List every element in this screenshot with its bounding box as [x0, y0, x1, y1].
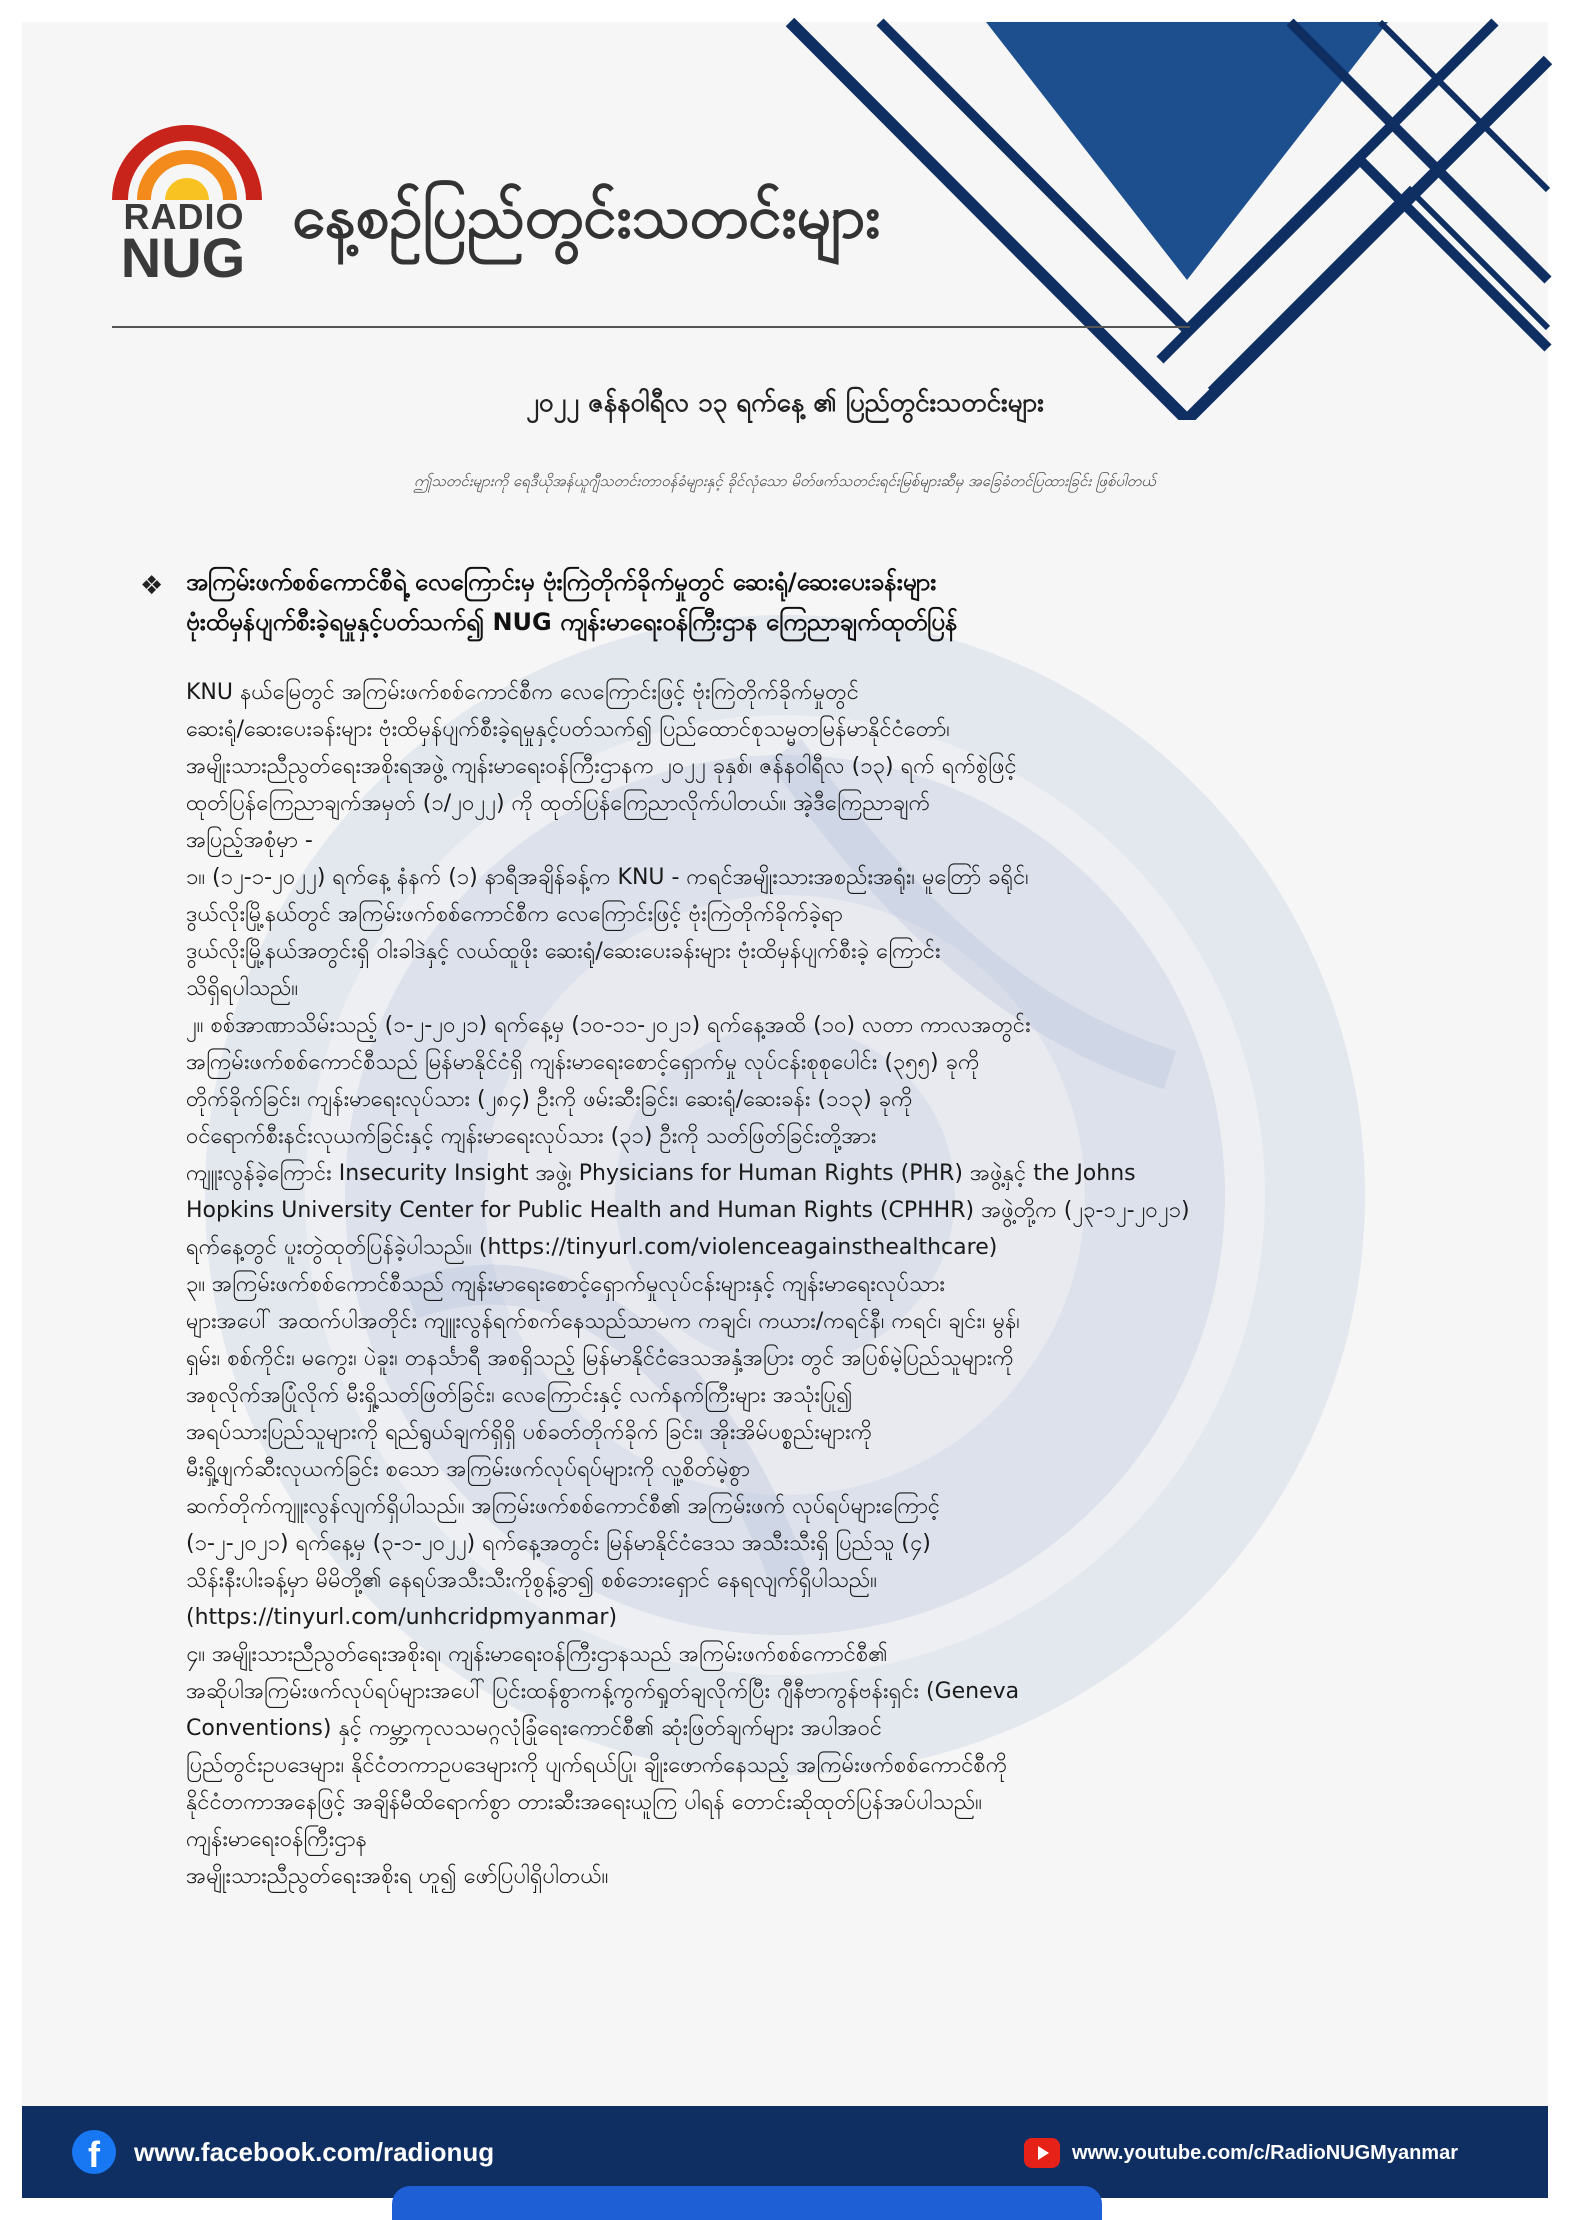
headline-line: ဗုံးထိမှန်ပျက်စီးခဲ့ရမှုနှင့်ပတ်သက်၍ NUG ကျန်းမာရေးဝန်ကြီးဌာန ကြေညာချက်ထုတ်ပြန် — [186, 608, 958, 636]
page-title: နေ့စဉ်ပြည်တွင်းသတင်းများ — [292, 182, 881, 252]
footer-tab-accent — [392, 2186, 1102, 2220]
body-line: တိုက်ခိုက်ခြင်း၊ ကျန်းမာရေးလုပ်သား (၂၈၄) ဦးကို ဖမ်းဆီးခြင်း၊ ဆေးရုံ/ဆေးခန်း (၁၁၃) ခုကို — [186, 1087, 913, 1112]
body-line: ဆေးရုံ/ဆေးပေးခန်းများ ဗုံးထိမှန်ပျက်စီးခဲ့ရမှုနှင့်ပတ်သက်၍ ပြည်ထောင်စုသမ္မတမြန်မာနိုင်ငံတော်၊ — [186, 717, 950, 742]
body-line: ၃။ အကြမ်းဖက်စစ်ကောင်စီသည် ကျန်းမာရေးစောင့်ရှောက်မှုလုပ်ငန်းများနှင့် ကျန်းမာရေးလုပ်သား — [186, 1272, 945, 1297]
header-divider — [112, 326, 1190, 328]
headline-line: အကြမ်းဖက်စစ်ကောင်စီရဲ့ လေကြောင်းမှ ဗုံးကြဲတိုက်ခိုက်မှုတွင် ဆေးရုံ/ဆေးပေးခန်းများ — [186, 568, 937, 596]
facebook-icon[interactable]: f — [72, 2130, 116, 2174]
body-line: များအပေါ် အထက်ပါအတိုင်း ကျူးလွန်ရက်စက်နေသည်သာမက ကချင်၊ ကယား/ကရင်နီ၊ ကရင်၊ ချင်း၊ မွန်၊ — [186, 1309, 1020, 1334]
body-line: သိန်းနီးပါးခန့်မှာ မိမိတို့၏ နေရပ်အသီးသီးကိုစွန့်ခွာ၍ စစ်ဘေးရှောင် နေရလျက်ရှိပါသည်။ — [186, 1568, 877, 1593]
body-line: ဝင်ရောက်စီးနင်းလုယက်ခြင်းနှင့် ကျန်းမာရေးလုပ်သား (၃၁) ဦးကို သတ်ဖြတ်ခြင်းတို့အား — [186, 1124, 877, 1149]
logo-nug-text: NUG — [120, 226, 246, 289]
body-line: ထုတ်ပြန်ကြေညာချက်အမှတ် (၁/၂၀၂၂) ကို ထုတ်ပြန်ကြေညာလိုက်ပါတယ်။ အဲ့ဒီကြေညာချက် — [186, 791, 931, 816]
body-line: (https://tinyurl.com/unhcridpmyanmar) — [186, 1605, 618, 1630]
article-body — [186, 674, 1486, 1895]
footer-bar — [22, 2106, 1548, 2198]
body-line: ဒွယ်လိုးမြို့နယ်အတွင်းရှိ ဝါးခါဒဲနှင့် လယ်ထူဖိုး ဆေးရုံ/ဆေးပေးခန်းများ ဗုံးထိမှန်ပျက်စီးခဲ့ ကြောင်း — [186, 939, 941, 964]
bullet-icon: ❖ — [140, 571, 164, 601]
body-line: ဒွယ်လိုးမြို့နယ်တွင် အကြမ်းဖက်စစ်ကောင်စီက လေကြောင်းဖြင့် ဗုံးကြဲတိုက်ခိုက်ခဲ့ရာ — [186, 902, 843, 927]
body-line: Hopkins University Center for Public Health and Human Rights (CPHHR) အဖွဲ့တို့က (၂၃-၁၂-၂၀၂၁) — [186, 1198, 1190, 1223]
body-line: သိရှိရပါသည်။ — [186, 976, 299, 1001]
logo-radio-text: RADIO — [123, 196, 245, 237]
body-line: ရှမ်း၊ စစ်ကိုင်း၊ မကွေး၊ ပဲခူး၊ တနင်္သာရီ အစရှိသည့် မြန်မာနိုင်ငံဒေသအနှံ့အပြား တွင် အပြစ်မဲ့ပြည်သူများကို — [186, 1346, 1014, 1371]
body-line: အကြမ်းဖက်စစ်ကောင်စီသည် မြန်မာနိုင်ငံရှိ ကျန်းမာရေးစောင့်ရှောက်မှု လုပ်ငန်းစုစုပေါင်း (၃၅၅) ခုကို — [186, 1050, 980, 1075]
body-line: ရက်နေ့တွင် ပူးတွဲထုတ်ပြန်ခဲ့ပါသည်။ (https://tinyurl.com/violenceagainsthealthcare) — [186, 1235, 998, 1260]
body-line: ၂။ စစ်အာဏာသိမ်းသည့် (၁-၂-၂၀၂၁) ရက်နေ့မှ (၁၀-၁၁-၂၀၂၁) ရက်နေ့အထိ (၁၀) လတာ ကာလအတွင်း — [186, 1013, 1031, 1038]
body-line: အမျိုးသားညီညွတ်ရေးအစိုးရ ဟူ၍ ဖော်ပြပါရှိပါတယ်။ — [186, 1864, 609, 1889]
body-line: အဆိုပါအကြမ်းဖက်လုပ်ရပ်များအပေါ် ပြင်းထန်စွာကန့်ကွက်ရှုတ်ချလိုက်ပြီး ဂျီနီဗာကွန်ဗန်းရှင်း (Geneva — [186, 1679, 1020, 1704]
facebook-link[interactable]: www.facebook.com/radionug — [134, 2137, 495, 2167]
body-line: နိုင်ငံတကာအနေဖြင့် အချိန်မီထိရောက်စွာ တားဆီးအရေးယူကြ ပါရန် တောင်းဆိုထုတ်ပြန်အပ်ပါသည်။ — [186, 1790, 982, 1815]
body-line: ကျူးလွန်ခဲ့ကြောင်း Insecurity Insight အဖွဲ့၊ Physicians for Human Rights (PHR) အဖွဲ့နှင့် the Johns — [186, 1161, 1136, 1186]
body-line: ၄။ အမျိုးသားညီညွတ်ရေးအစိုးရ၊ ကျန်းမာရေးဝန်ကြီးဌာနသည် အကြမ်းဖက်စစ်ကောင်စီ၏ — [186, 1642, 888, 1667]
body-line: (၁-၂-၂၀၂၁) ရက်နေ့မှ (၃-၁-၂၀၂၂) ရက်နေ့အတွင်း မြန်မာနိုင်ငံဒေသ အသီးသီးရှိ ပြည်သူ (၄) — [186, 1531, 931, 1556]
body-line: Conventions) နှင့် ကမ္ဘာ့ကုလသမဂ္ဂလုံခြုံရေးကောင်စီ၏ ဆုံးဖြတ်ချက်များ အပါအဝင် — [186, 1716, 883, 1741]
date-heading: ၂၀၂၂ ဇန်နဝါရီလ ၁၃ ရက်နေ့ ၏ ပြည်တွင်းသတင်းများ — [526, 388, 1044, 418]
disclaimer-text: ဤသတင်းများကို ရေဒီယိုအန်ယူဂျီသတင်းတာဝန်ခံများနှင့် ခိုင်လုံသော မိတ်ဖက်သတင်းရင်းမြစ်များဆီမှ အခြေခံတင်ပြထားခြင်း ဖြစ်ပါတယ် — [414, 472, 1156, 490]
body-line: ကျန်းမာရေးဝန်ကြီးဌာန — [186, 1827, 367, 1852]
body-line: KNU နယ်မြေတွင် အကြမ်းဖက်စစ်ကောင်စီက လေကြောင်းဖြင့် ဗုံးကြဲတိုက်ခိုက်မှုတွင် — [186, 680, 859, 705]
body-line: ပြည်တွင်းဥပဒေများ၊ နိုင်ငံတကာဥပဒေများကို ပျက်ရယ်ပြု၊ ချိုးဖောက်နေသည့် အကြမ်းဖက်စစ်ကောင်စီကို — [186, 1753, 1008, 1778]
body-line: အပြည့်အစုံမှာ - — [186, 828, 313, 853]
body-line: ဆက်တိုက်ကျူးလွန်လျက်ရှိပါသည်။ အကြမ်းဖက်စစ်ကောင်စီ၏ အကြမ်းဖက် လုပ်ရပ်များကြောင့် — [186, 1494, 941, 1519]
youtube-icon[interactable] — [1024, 2138, 1060, 2168]
body-line: အမျိုးသားညီညွတ်ရေးအစိုးရအဖွဲ့ ကျန်းမာရေးဝန်ကြီးဌာနက ၂၀၂၂ ခုနှစ်၊ ဇန်နဝါရီလ (၁၃) ရက် ရက်စွဲဖြင့် — [186, 754, 1017, 779]
article-headline — [186, 562, 1436, 642]
youtube-link[interactable]: www.youtube.com/c/RadioNUGMyanmar — [1072, 2142, 1458, 2164]
body-line: အရပ်သားပြည်သူများကို ရည်ရွယ်ချက်ရှိရှိ ပစ်ခတ်တိုက်ခိုက် ခြင်း၊ အိုးအိမ်ပစ္စည်းများကို — [186, 1420, 873, 1445]
body-line: မီးရှို့ဖျက်ဆီးလုယက်ခြင်း စသော အကြမ်းဖက်လုပ်ရပ်များကို လူ့စိတ်မဲ့စွာ — [186, 1457, 750, 1482]
body-line: ၁။ (၁၂-၁-၂၀၂၂) ရက်နေ့ နံနက် (၁) နာရီအချိန်ခန့်က KNU - ကရင်အမျိုးသားအစည်းအရုံး၊ မူတြော် ခရိုင်၊ — [186, 865, 1029, 890]
body-line: အစုလိုက်အပြုံလိုက် မီးရှို့သတ်ဖြတ်ခြင်း၊ လေကြောင်းနှင့် လက်နက်ကြီးများ အသုံးပြု၍ — [186, 1383, 853, 1408]
